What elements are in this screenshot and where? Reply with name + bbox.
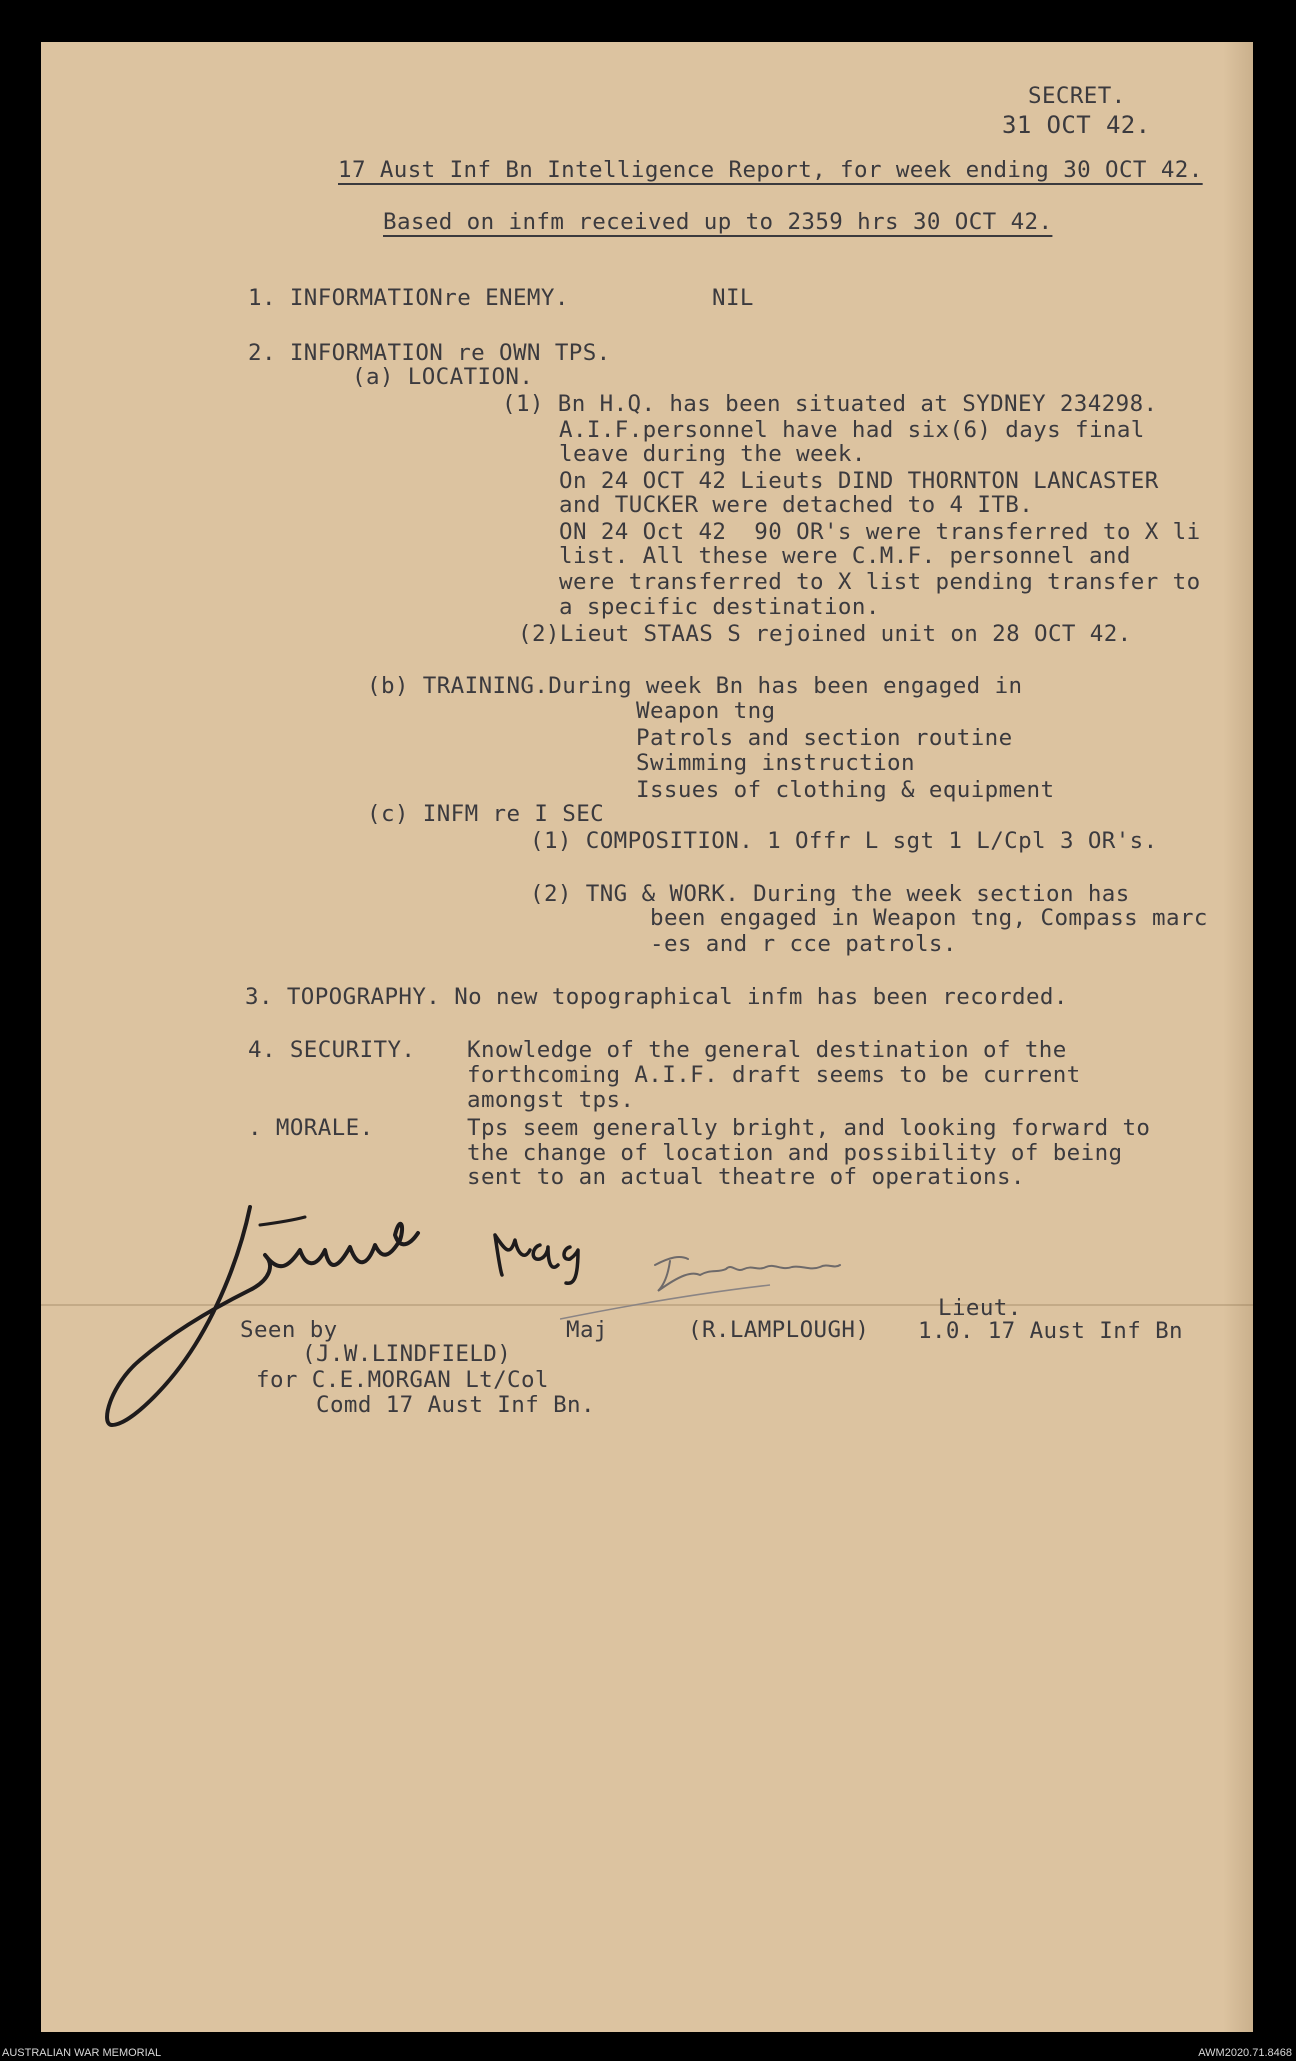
security-line: Knowledge of the general destination of the bbox=[467, 1037, 1067, 1063]
location-heading: (a) LOCATION. bbox=[352, 364, 534, 390]
section1-value: NIL bbox=[712, 285, 754, 311]
security-line: forthcoming A.I.F. draft seems to be current bbox=[467, 1062, 1081, 1088]
signature-lamplough bbox=[560, 1245, 920, 1325]
location-line: leave during the week. bbox=[559, 441, 866, 467]
report-date: 31 OCT 42. bbox=[1002, 111, 1151, 139]
section3-topography: 3. TOPOGRAPHY. No new topographical infm has been recorded. bbox=[245, 984, 1068, 1010]
section1-heading: 1. INFORMATIONre ENEMY. bbox=[248, 285, 569, 311]
lindfield-name: (J.W.LINDFIELD) bbox=[302, 1341, 512, 1367]
maj-label: Maj bbox=[566, 1317, 608, 1343]
isec-line: (1) COMPOSITION. 1 Offr L sgt 1 L/Cpl 3 OR's. bbox=[530, 828, 1158, 854]
io-label: 1.0. 17 Aust Inf Bn bbox=[918, 1318, 1183, 1344]
isec-line: (2) TNG & WORK. During the week section has bbox=[530, 881, 1130, 907]
section2-heading: 2. INFORMATION re OWN TPS. bbox=[248, 340, 611, 366]
classification: SECRET. bbox=[1028, 83, 1126, 109]
seen-by: Seen by bbox=[240, 1317, 338, 1343]
training-line: Swimming instruction bbox=[636, 750, 915, 776]
morale-line: Tps seem generally bright, and looking forward to bbox=[467, 1115, 1151, 1141]
location-line: (1) Bn H.Q. has been situated at SYDNEY 234298. bbox=[502, 391, 1158, 417]
location-line: (2)Lieut STAAS S rejoined unit on 28 OCT 42. bbox=[518, 621, 1132, 647]
location-line: ON 24 Oct 42 90 OR's were transferred to X li bbox=[559, 519, 1201, 545]
training-line: Issues of clothing & equipment bbox=[636, 777, 1055, 803]
footer-accession: AWM2020.71.8468 bbox=[1198, 2047, 1292, 2059]
for-morgan: for C.E.MORGAN Lt/Col bbox=[256, 1367, 549, 1393]
training-line: Patrols and section routine bbox=[636, 725, 1013, 751]
section4-label: 4. SECURITY. bbox=[248, 1037, 416, 1063]
section5-label: . MORALE. bbox=[248, 1115, 374, 1141]
location-line: A.I.F.personnel have had six(6) days final bbox=[559, 417, 1145, 443]
report-title: 17 Aust Inf Bn Intelligence Report, for week ending 30 OCT 42. bbox=[338, 157, 1203, 183]
location-line: list. All these were C.M.F. personnel and bbox=[559, 543, 1131, 569]
security-line: amongst tps. bbox=[467, 1087, 635, 1113]
comd-line: Comd 17 Aust Inf Bn. bbox=[316, 1392, 595, 1418]
location-line: a specific destination. bbox=[559, 594, 880, 620]
isec-line: -es and r cce patrols. bbox=[650, 931, 957, 957]
report-subtitle: Based on infm received up to 2359 hrs 30 OCT 42. bbox=[383, 209, 1053, 235]
morale-line: the change of location and possibility of being bbox=[467, 1140, 1123, 1166]
lieut-label: Lieut. bbox=[938, 1295, 1022, 1321]
lamplough-name: (R.LAMPLOUGH) bbox=[688, 1317, 870, 1343]
location-line: and TUCKER were detached to 4 ITB. bbox=[559, 492, 1034, 518]
isec-line: been engaged in Weapon tng, Compass marc bbox=[650, 905, 1208, 931]
location-line: On 24 OCT 42 Lieuts DIND THORNTON LANCASTER bbox=[559, 468, 1159, 494]
training-line: Weapon tng bbox=[636, 698, 776, 724]
footer-credit: AUSTRALIAN WAR MEMORIAL bbox=[2, 2047, 162, 2059]
training-line: (b) TRAINING.During week Bn has been engaged in bbox=[367, 673, 1023, 699]
location-line: were transferred to X list pending transfer to bbox=[559, 569, 1201, 595]
morale-line: sent to an actual theatre of operations. bbox=[467, 1164, 1025, 1190]
isec-heading: (c) INFM re I SEC bbox=[367, 801, 605, 827]
